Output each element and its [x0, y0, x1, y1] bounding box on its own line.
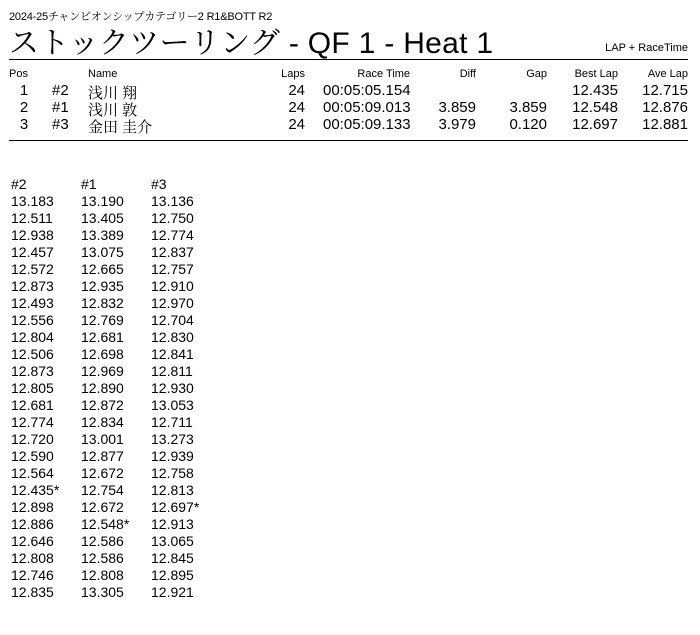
lap-time-cell: 12.935	[81, 278, 124, 294]
lap-column-header: #3	[151, 176, 167, 192]
result-driver-name: 金田 圭介	[88, 119, 153, 136]
result-laps: 24	[288, 99, 305, 116]
lap-time-cell: 12.672	[81, 499, 124, 515]
col-diff-header: Diff	[459, 68, 476, 80]
result-race-time: 00:05:09.133	[323, 116, 411, 133]
lap-time-cell: 12.457	[11, 244, 54, 260]
results-row	[0, 82, 700, 102]
lap-time-cell: 12.886	[11, 516, 54, 532]
lap-time-cell: 13.053	[151, 397, 194, 413]
lap-time-cell: 12.711	[151, 414, 193, 430]
lap-time-cell: 12.813	[151, 482, 194, 498]
lap-time-cell: 12.681	[11, 397, 54, 413]
lap-column	[81, 176, 129, 601]
lap-time-cell: 12.811	[151, 363, 193, 379]
lap-time-cell: 13.065	[151, 533, 194, 549]
lap-column	[11, 176, 59, 601]
col-pos-header: Pos	[9, 68, 28, 80]
result-pos: 3	[19, 116, 29, 133]
result-car-number: #3	[52, 116, 69, 133]
result-ave-lap: 12.715	[642, 82, 688, 99]
lap-time-cell: 12.970	[151, 295, 194, 311]
lap-time-cell: 12.921	[151, 584, 194, 600]
result-ave-lap: 12.881	[642, 116, 688, 133]
lap-time-cell: 13.190	[81, 193, 124, 209]
lap-time-cell: 12.506	[11, 346, 54, 362]
lap-time-cell: 12.873	[11, 363, 54, 379]
lap-time-cell: 12.572	[11, 261, 54, 277]
lap-time-cell: 13.136	[151, 193, 194, 209]
lap-time-cell: 12.586	[81, 550, 124, 566]
lap-time-cell: 12.493	[11, 295, 54, 311]
lap-time-cell: 12.808	[81, 567, 124, 583]
lap-time-cell: 12.845	[151, 550, 194, 566]
lap-time-cell: 12.830	[151, 329, 194, 345]
lap-time-cell: 12.969	[81, 363, 124, 379]
lap-time-cell: 12.704	[151, 312, 194, 328]
result-race-time: 00:05:05.154	[323, 82, 411, 99]
result-laps: 24	[288, 82, 305, 99]
header-rule	[9, 59, 688, 60]
result-gap: 3.859	[509, 99, 547, 116]
col-gap-header: Gap	[526, 68, 547, 80]
lap-time-cell: 12.774	[151, 227, 194, 243]
result-ave-lap: 12.876	[642, 99, 688, 116]
lap-time-cell: 12.774	[11, 414, 54, 430]
results-row	[0, 116, 700, 136]
lap-time-cell: 12.672	[81, 465, 124, 481]
col-best-lap-header: Best Lap	[574, 68, 618, 80]
lap-time-cell: 12.681	[81, 329, 124, 345]
lap-time-cell: 12.873	[11, 278, 54, 294]
result-best-lap: 12.548	[572, 99, 618, 116]
lap-time-cell: 12.834	[81, 414, 124, 430]
lap-time-cell: 12.835	[11, 584, 54, 600]
lap-time-cell: 12.808	[11, 550, 54, 566]
lap-time-cell: 12.938	[11, 227, 54, 243]
lap-column-header: #2	[11, 176, 27, 192]
lap-time-cell: 13.405	[81, 210, 124, 226]
lap-time-cell: 13.273	[151, 431, 194, 447]
results-header-row	[0, 68, 700, 82]
result-pos: 1	[19, 82, 29, 99]
lap-time-cell: 12.939	[151, 448, 194, 464]
page-title: ストックツーリング - QF 1 - Heat 1	[9, 27, 494, 60]
lap-time-cell: 12.895	[151, 567, 194, 583]
col-name-header: Name	[88, 68, 118, 80]
lap-time-cell: 12.750	[151, 210, 194, 226]
results-bottom-rule	[9, 140, 688, 141]
lap-time-cell: 12.872	[81, 397, 124, 413]
result-race-time: 00:05:09.013	[323, 99, 411, 116]
lap-time-cell: 12.898	[11, 499, 54, 515]
lap-time-cell: 13.305	[81, 584, 124, 600]
lap-time-cell: 12.841	[151, 346, 194, 362]
lap-time-cell: 12.804	[11, 329, 54, 345]
lap-time-cell: 13.001	[81, 431, 124, 447]
result-best-lap: 12.697	[572, 116, 618, 133]
lap-time-cell: 12.769	[81, 312, 124, 328]
lap-time-cell: 12.665	[81, 261, 124, 277]
lap-time-cell: 12.720	[11, 431, 54, 447]
lap-time-cell: 12.877	[81, 448, 124, 464]
lap-time-cell: 13.389	[81, 227, 124, 243]
lap-time-cell: 12.511	[11, 210, 53, 226]
lap-time-cell: 12.586	[81, 533, 124, 549]
col-ave-lap-header: Ave Lap	[647, 68, 688, 80]
result-diff: 3.979	[438, 116, 476, 133]
result-driver-name: 浅川 敦	[88, 102, 138, 119]
event-subtitle: 2024-25チャンピオンシップカテゴリー2 R1&BOTT R2	[9, 11, 273, 23]
col-laps-header: Laps	[281, 68, 305, 80]
lap-time-cell: 12.910	[151, 278, 194, 294]
lap-time-cell: 12.832	[81, 295, 124, 311]
result-best-lap: 12.435	[572, 82, 618, 99]
lap-time-cell: 12.754	[81, 482, 124, 498]
results-table	[0, 68, 700, 136]
lap-time-cell: 12.556	[11, 312, 54, 328]
lap-time-cell: 12.890	[81, 380, 124, 396]
lap-time-cell: 12.913	[151, 516, 194, 532]
col-race-time-header: Race Time	[357, 68, 410, 80]
result-laps: 24	[288, 116, 305, 133]
lap-time-cell: 12.590	[11, 448, 54, 464]
result-driver-name: 浅川 翔	[88, 85, 138, 102]
result-pos: 2	[19, 99, 29, 116]
result-gap: 0.120	[509, 116, 547, 133]
lap-time-cell: 12.805	[11, 380, 54, 396]
mode-label: LAP + RaceTime	[605, 42, 688, 54]
lap-column-header: #1	[81, 176, 97, 192]
lap-time-cell: 12.564	[11, 465, 54, 481]
lap-time-cell: 12.758	[151, 465, 194, 481]
result-diff: 3.859	[438, 99, 476, 116]
lap-time-cell: 12.698	[81, 346, 124, 362]
lap-time-cell: 13.075	[81, 244, 124, 260]
lap-time-cell: 12.646	[11, 533, 54, 549]
result-car-number: #1	[52, 99, 69, 116]
result-car-number: #2	[52, 82, 69, 99]
lap-time-cell: 13.183	[11, 193, 54, 209]
results-row	[0, 99, 700, 119]
lap-time-cell: 12.746	[11, 567, 54, 583]
lap-time-cell: 12.548*	[81, 516, 130, 532]
lap-time-cell: 12.697*	[151, 499, 200, 515]
lap-time-cell: 12.837	[151, 244, 194, 260]
lap-column	[151, 176, 199, 601]
lap-time-cell: 12.757	[151, 261, 194, 277]
lap-time-cell: 12.930	[151, 380, 194, 396]
lap-time-cell: 12.435*	[11, 482, 60, 498]
